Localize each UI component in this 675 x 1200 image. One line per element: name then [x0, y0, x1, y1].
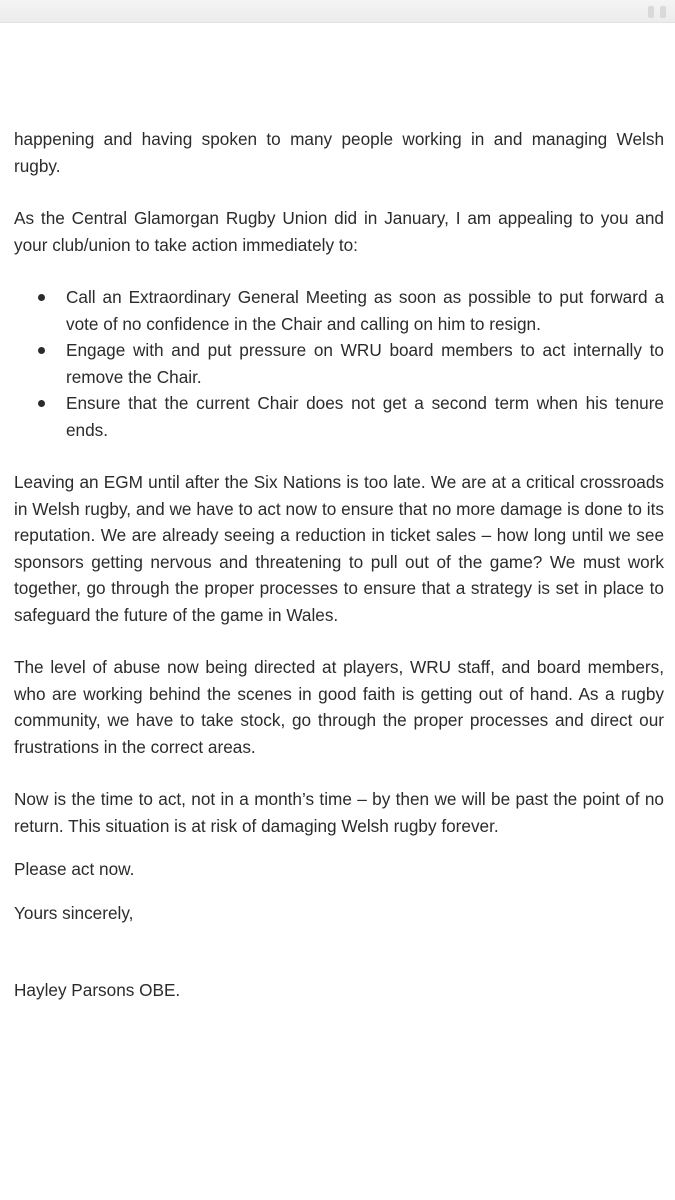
bullet-icon [38, 400, 45, 407]
egm-paragraph: Leaving an EGM until after the Six Nations is too late. We are at a critical crossroads in Welsh rugby, and we have to act now to ensure that no more damage is done to its reputation. We are already seeing a reduction in ticket sales – how long until we see sponsors getting nervous and threatening to pull out of the game? We must work together, go through the proper processes to ensure that a strategy is set in place to safeguard the future of the game in Wales. [14, 472, 664, 625]
list-item-text: Call an Extraordinary General Meeting as soon as possible to put forward a vote of no confidence in the Chair and calling on him to resign. [66, 287, 664, 334]
bullet-icon [38, 294, 45, 301]
list-item [14, 390, 664, 443]
signature-line: Hayley Parsons OBE. [14, 980, 181, 1000]
intro-paragraph: happening and having spoken to many people working in and managing Welsh rugby. [14, 129, 664, 176]
letter-page [14, 126, 664, 1004]
list-item-text: Ensure that the current Chair does not get a second term when his tenure ends. [66, 393, 664, 440]
appeal-paragraph: As the Central Glamorgan Rugby Union did in January, I am appealing to you and your club/union to take action immediately to: [14, 208, 664, 255]
now-paragraph: Now is the time to act, not in a month’s time – by then we will be past the point of no return. This situation is at risk of damaging Welsh rugby forever. [14, 789, 664, 836]
please-act-line: Please act now. [14, 859, 135, 879]
toolbar-marker-icon [648, 6, 654, 18]
action-list [14, 284, 664, 443]
top-toolbar-strip [0, 0, 675, 23]
list-item [14, 284, 664, 337]
closing-line: Yours sincerely, [14, 902, 134, 923]
abuse-paragraph: The level of abuse now being directed at players, WRU staff, and board members, who are working behind the scenes in good faith is getting out of hand. As a rugby community, we have to take stock, go through the proper processes and direct our frustrations in the correct areas. [14, 657, 664, 757]
list-item [14, 337, 664, 390]
list-item-text: Engage with and put pressure on WRU board members to act internally to remove the Chair. [66, 340, 664, 387]
toolbar-marker-icon [660, 6, 666, 18]
bullet-icon [38, 347, 45, 354]
